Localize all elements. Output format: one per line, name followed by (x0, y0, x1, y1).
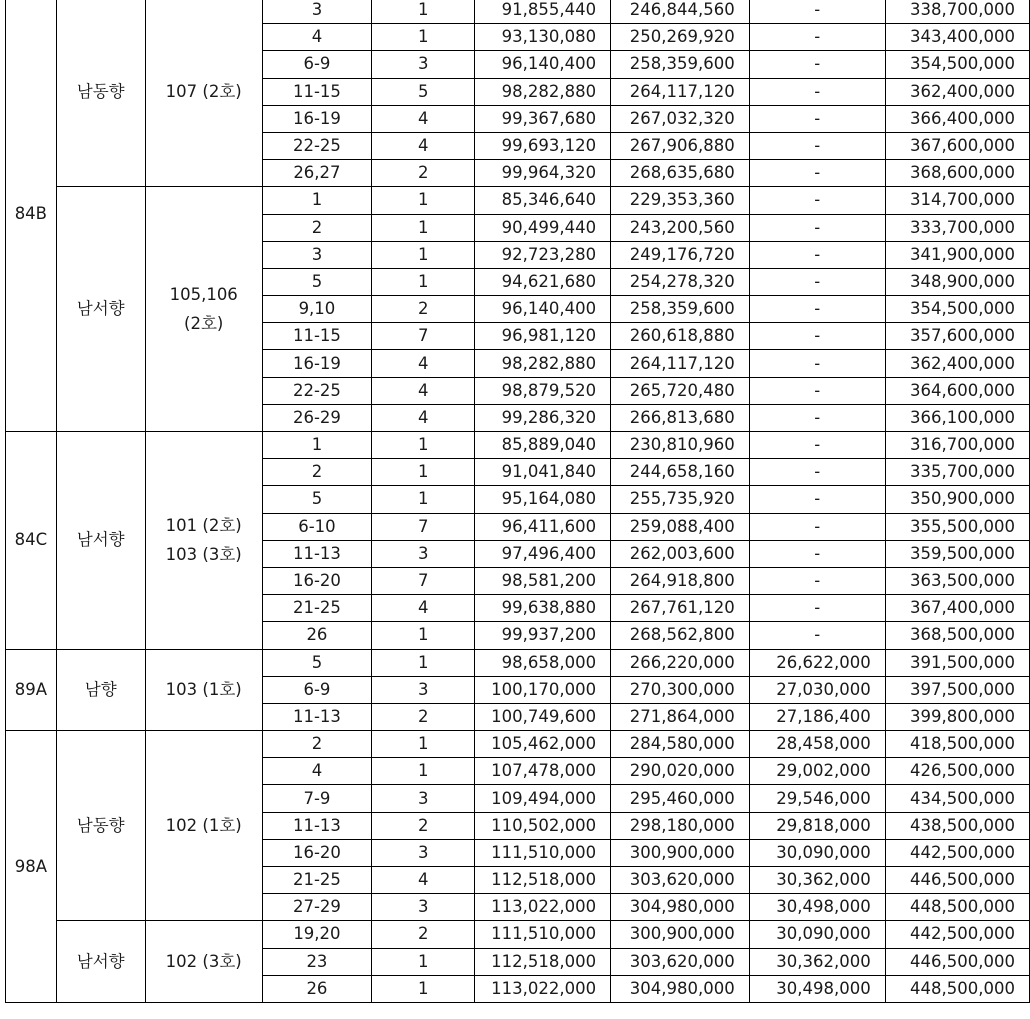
land-price-cell: 95,164,080 (475, 486, 611, 513)
table-row (6, 432, 1030, 459)
vat-cell: - (749, 513, 885, 540)
count-cell: 1 (372, 975, 475, 1002)
total-price-cell: 366,400,000 (885, 105, 1029, 132)
total-price-cell: 438,500,000 (885, 812, 1029, 839)
total-price-cell: 448,500,000 (885, 975, 1029, 1002)
floor-cell: 26,27 (262, 160, 371, 187)
total-price-cell: 448,500,000 (885, 894, 1029, 921)
land-price-cell: 98,282,880 (475, 78, 611, 105)
land-price-cell: 98,581,200 (475, 567, 611, 594)
total-price-cell: 364,600,000 (885, 377, 1029, 404)
vat-cell: 29,546,000 (749, 785, 885, 812)
building-price-cell: 264,117,120 (611, 78, 750, 105)
count-cell: 1 (372, 731, 475, 758)
land-price-cell: 112,518,000 (475, 867, 611, 894)
count-cell: 1 (372, 241, 475, 268)
vat-cell: - (749, 241, 885, 268)
vat-cell: 30,090,000 (749, 839, 885, 866)
vat-cell: - (749, 0, 885, 24)
total-price-cell: 442,500,000 (885, 839, 1029, 866)
count-cell: 3 (372, 676, 475, 703)
total-price-cell: 362,400,000 (885, 350, 1029, 377)
land-price-cell: 90,499,440 (475, 214, 611, 241)
vat-cell: 26,622,000 (749, 649, 885, 676)
unit-type-cell: 84B (6, 0, 57, 432)
land-price-cell: 92,723,280 (475, 241, 611, 268)
building-price-cell: 298,180,000 (611, 812, 750, 839)
building-price-cell: 267,906,880 (611, 132, 750, 159)
unit-type-cell: 98A (6, 731, 57, 1003)
floor-cell: 7-9 (262, 785, 371, 812)
floor-cell: 26 (262, 622, 371, 649)
land-price-cell: 96,981,120 (475, 323, 611, 350)
floor-cell: 22-25 (262, 132, 371, 159)
table-body (6, 0, 1030, 1002)
count-cell: 4 (372, 132, 475, 159)
building-line: 105,106 (169, 285, 238, 305)
total-price-cell: 363,500,000 (885, 567, 1029, 594)
land-price-cell: 105,462,000 (475, 731, 611, 758)
vat-cell: - (749, 24, 885, 51)
total-price-cell: 338,700,000 (885, 0, 1029, 24)
building-price-cell: 267,032,320 (611, 105, 750, 132)
building-price-cell: 295,460,000 (611, 785, 750, 812)
building-price-cell: 259,088,400 (611, 513, 750, 540)
building-price-cell: 229,353,360 (611, 187, 750, 214)
total-price-cell: 333,700,000 (885, 214, 1029, 241)
vat-cell: - (749, 486, 885, 513)
count-cell: 3 (372, 894, 475, 921)
building-price-cell: 304,980,000 (611, 975, 750, 1002)
total-price-cell: 367,400,000 (885, 595, 1029, 622)
vat-cell: - (749, 160, 885, 187)
total-price-cell: 341,900,000 (885, 241, 1029, 268)
vat-cell: 30,362,000 (749, 867, 885, 894)
vat-cell: - (749, 567, 885, 594)
table-row (6, 921, 1030, 948)
land-price-cell: 100,749,600 (475, 703, 611, 730)
total-price-cell: 434,500,000 (885, 785, 1029, 812)
building-cell (145, 432, 262, 650)
land-price-cell: 100,170,000 (475, 676, 611, 703)
building-price-cell: 290,020,000 (611, 758, 750, 785)
count-cell: 4 (372, 404, 475, 431)
building-price-cell: 270,300,000 (611, 676, 750, 703)
land-price-cell: 109,494,000 (475, 785, 611, 812)
land-price-cell: 111,510,000 (475, 921, 611, 948)
table-row (6, 649, 1030, 676)
floor-cell: 21-25 (262, 595, 371, 622)
count-cell: 7 (372, 513, 475, 540)
land-price-cell: 99,367,680 (475, 105, 611, 132)
count-cell: 1 (372, 758, 475, 785)
count-cell: 7 (372, 323, 475, 350)
vat-cell: 29,818,000 (749, 812, 885, 839)
land-price-cell: 107,478,000 (475, 758, 611, 785)
floor-cell: 9,10 (262, 296, 371, 323)
total-price-cell: 397,500,000 (885, 676, 1029, 703)
count-cell: 1 (372, 214, 475, 241)
count-cell: 2 (372, 296, 475, 323)
building-price-cell: 249,176,720 (611, 241, 750, 268)
building-price-cell: 255,735,920 (611, 486, 750, 513)
count-cell: 1 (372, 622, 475, 649)
building-cell: 103 (1호) (145, 649, 262, 731)
land-price-cell: 91,855,440 (475, 0, 611, 24)
building-price-cell: 246,844,560 (611, 0, 750, 24)
building-price-cell: 271,864,000 (611, 703, 750, 730)
land-price-cell: 99,693,120 (475, 132, 611, 159)
floor-cell: 6-9 (262, 676, 371, 703)
unit-type-cell: 89A (6, 649, 57, 731)
land-price-cell: 113,022,000 (475, 894, 611, 921)
building-price-cell: 268,562,800 (611, 622, 750, 649)
building-price-cell: 304,980,000 (611, 894, 750, 921)
total-price-cell: 442,500,000 (885, 921, 1029, 948)
building-cell: 107 (2호) (145, 0, 262, 187)
direction-cell: 남향 (56, 649, 145, 731)
floor-cell: 27-29 (262, 894, 371, 921)
floor-cell: 19,20 (262, 921, 371, 948)
land-price-cell: 99,638,880 (475, 595, 611, 622)
count-cell: 4 (372, 350, 475, 377)
count-cell: 3 (372, 785, 475, 812)
vat-cell: - (749, 214, 885, 241)
total-price-cell: 354,500,000 (885, 296, 1029, 323)
vat-cell: - (749, 51, 885, 78)
land-price-cell: 98,658,000 (475, 649, 611, 676)
land-price-cell: 94,621,680 (475, 268, 611, 295)
total-price-cell: 354,500,000 (885, 51, 1029, 78)
vat-cell: - (749, 622, 885, 649)
floor-cell: 16-20 (262, 839, 371, 866)
count-cell: 5 (372, 78, 475, 105)
count-cell: 4 (372, 377, 475, 404)
count-cell: 4 (372, 867, 475, 894)
floor-cell: 2 (262, 214, 371, 241)
floor-cell: 11-15 (262, 78, 371, 105)
count-cell: 4 (372, 595, 475, 622)
land-price-cell: 85,889,040 (475, 432, 611, 459)
vat-cell: 30,498,000 (749, 975, 885, 1002)
building-price-cell: 250,269,920 (611, 24, 750, 51)
count-cell: 7 (372, 567, 475, 594)
vat-cell: - (749, 132, 885, 159)
vat-cell: - (749, 432, 885, 459)
land-price-cell: 93,130,080 (475, 24, 611, 51)
total-price-cell: 316,700,000 (885, 432, 1029, 459)
count-cell: 1 (372, 459, 475, 486)
floor-cell: 16-20 (262, 567, 371, 594)
building-price-cell: 260,618,880 (611, 323, 750, 350)
total-price-cell: 446,500,000 (885, 948, 1029, 975)
building-price-cell: 244,658,160 (611, 459, 750, 486)
floor-cell: 26 (262, 975, 371, 1002)
floor-cell: 2 (262, 459, 371, 486)
floor-cell: 1 (262, 187, 371, 214)
land-price-cell: 99,937,200 (475, 622, 611, 649)
floor-cell: 3 (262, 241, 371, 268)
vat-cell: 30,498,000 (749, 894, 885, 921)
floor-cell: 21-25 (262, 867, 371, 894)
total-price-cell: 348,900,000 (885, 268, 1029, 295)
building-price-cell: 268,635,680 (611, 160, 750, 187)
floor-cell: 22-25 (262, 377, 371, 404)
direction-cell: 남동향 (56, 731, 145, 921)
floor-cell: 2 (262, 731, 371, 758)
vat-cell: - (749, 78, 885, 105)
vat-cell: 29,002,000 (749, 758, 885, 785)
land-price-cell: 111,510,000 (475, 839, 611, 866)
building-price-cell: 264,918,800 (611, 567, 750, 594)
floor-cell: 6-10 (262, 513, 371, 540)
vat-cell: - (749, 377, 885, 404)
vat-cell: 30,362,000 (749, 948, 885, 975)
floor-cell: 23 (262, 948, 371, 975)
count-cell: 4 (372, 105, 475, 132)
count-cell: 2 (372, 703, 475, 730)
building-price-cell: 254,278,320 (611, 268, 750, 295)
total-price-cell: 368,500,000 (885, 622, 1029, 649)
floor-cell: 26-29 (262, 404, 371, 431)
land-price-cell: 85,346,640 (475, 187, 611, 214)
building-price-cell: 243,200,560 (611, 214, 750, 241)
vat-cell: - (749, 187, 885, 214)
building-price-cell: 303,620,000 (611, 948, 750, 975)
building-line: 103 (3호) (165, 545, 242, 565)
land-price-cell: 96,140,400 (475, 296, 611, 323)
land-price-cell: 113,022,000 (475, 975, 611, 1002)
building-cell: 102 (3호) (145, 921, 262, 1003)
floor-cell: 16-19 (262, 105, 371, 132)
count-cell: 1 (372, 649, 475, 676)
building-price-cell: 230,810,960 (611, 432, 750, 459)
total-price-cell: 367,600,000 (885, 132, 1029, 159)
building-price-cell: 264,117,120 (611, 350, 750, 377)
building-price-cell: 262,003,600 (611, 540, 750, 567)
total-price-cell: 343,400,000 (885, 24, 1029, 51)
count-cell: 2 (372, 921, 475, 948)
vat-cell: 28,458,000 (749, 731, 885, 758)
count-cell: 1 (372, 268, 475, 295)
land-price-cell: 96,411,600 (475, 513, 611, 540)
land-price-cell: 99,286,320 (475, 404, 611, 431)
floor-cell: 16-19 (262, 350, 371, 377)
land-price-cell: 98,879,520 (475, 377, 611, 404)
floor-cell: 11-13 (262, 703, 371, 730)
total-price-cell: 314,700,000 (885, 187, 1029, 214)
building-line: (2호) (184, 314, 224, 334)
building-price-cell: 300,900,000 (611, 921, 750, 948)
building-price-cell: 266,220,000 (611, 649, 750, 676)
total-price-cell: 357,600,000 (885, 323, 1029, 350)
land-price-cell: 96,140,400 (475, 51, 611, 78)
vat-cell: - (749, 268, 885, 295)
total-price-cell: 362,400,000 (885, 78, 1029, 105)
count-cell: 1 (372, 948, 475, 975)
vat-cell: - (749, 404, 885, 431)
land-price-cell: 98,282,880 (475, 350, 611, 377)
floor-cell: 11-13 (262, 540, 371, 567)
count-cell: 3 (372, 839, 475, 866)
building-cell (145, 187, 262, 432)
table-row (6, 731, 1030, 758)
direction-cell: 남서향 (56, 432, 145, 650)
total-price-cell: 355,500,000 (885, 513, 1029, 540)
direction-cell: 남동향 (56, 0, 145, 187)
unit-type-cell: 84C (6, 432, 57, 650)
building-cell: 102 (1호) (145, 731, 262, 921)
direction-cell: 남서향 (56, 921, 145, 1003)
total-price-cell: 350,900,000 (885, 486, 1029, 513)
vat-cell: - (749, 350, 885, 377)
floor-cell: 1 (262, 432, 371, 459)
vat-cell: - (749, 105, 885, 132)
building-line: 101 (2호) (165, 516, 242, 536)
vat-cell: 30,090,000 (749, 921, 885, 948)
floor-cell: 3 (262, 0, 371, 24)
total-price-cell: 399,800,000 (885, 703, 1029, 730)
land-price-cell: 97,496,400 (475, 540, 611, 567)
floor-cell: 11-15 (262, 323, 371, 350)
total-price-cell: 366,100,000 (885, 404, 1029, 431)
land-price-cell: 112,518,000 (475, 948, 611, 975)
floor-cell: 5 (262, 649, 371, 676)
total-price-cell: 335,700,000 (885, 459, 1029, 486)
building-price-cell: 266,813,680 (611, 404, 750, 431)
count-cell: 3 (372, 51, 475, 78)
count-cell: 1 (372, 187, 475, 214)
total-price-cell: 446,500,000 (885, 867, 1029, 894)
vat-cell: - (749, 296, 885, 323)
table-row (6, 187, 1030, 214)
count-cell: 1 (372, 486, 475, 513)
building-price-cell: 258,359,600 (611, 296, 750, 323)
count-cell: 2 (372, 812, 475, 839)
floor-cell: 4 (262, 758, 371, 785)
direction-cell: 남서향 (56, 187, 145, 432)
count-cell: 1 (372, 0, 475, 24)
floor-cell: 11-13 (262, 812, 371, 839)
vat-cell: 27,030,000 (749, 676, 885, 703)
table-row (6, 0, 1030, 24)
floor-cell: 5 (262, 268, 371, 295)
total-price-cell: 418,500,000 (885, 731, 1029, 758)
vat-cell: - (749, 323, 885, 350)
total-price-cell: 359,500,000 (885, 540, 1029, 567)
building-price-cell: 303,620,000 (611, 867, 750, 894)
building-price-cell: 300,900,000 (611, 839, 750, 866)
count-cell: 1 (372, 24, 475, 51)
total-price-cell: 368,600,000 (885, 160, 1029, 187)
floor-cell: 4 (262, 24, 371, 51)
building-price-cell: 265,720,480 (611, 377, 750, 404)
total-price-cell: 426,500,000 (885, 758, 1029, 785)
vat-cell: - (749, 540, 885, 567)
land-price-cell: 91,041,840 (475, 459, 611, 486)
count-cell: 2 (372, 160, 475, 187)
land-price-cell: 110,502,000 (475, 812, 611, 839)
building-price-cell: 267,761,120 (611, 595, 750, 622)
count-cell: 1 (372, 432, 475, 459)
vat-cell: - (749, 459, 885, 486)
building-price-cell: 284,580,000 (611, 731, 750, 758)
price-table (5, 0, 1030, 1003)
building-price-cell: 258,359,600 (611, 51, 750, 78)
vat-cell: - (749, 595, 885, 622)
land-price-cell: 99,964,320 (475, 160, 611, 187)
floor-cell: 5 (262, 486, 371, 513)
count-cell: 3 (372, 540, 475, 567)
floor-cell: 6-9 (262, 51, 371, 78)
vat-cell: 27,186,400 (749, 703, 885, 730)
total-price-cell: 391,500,000 (885, 649, 1029, 676)
